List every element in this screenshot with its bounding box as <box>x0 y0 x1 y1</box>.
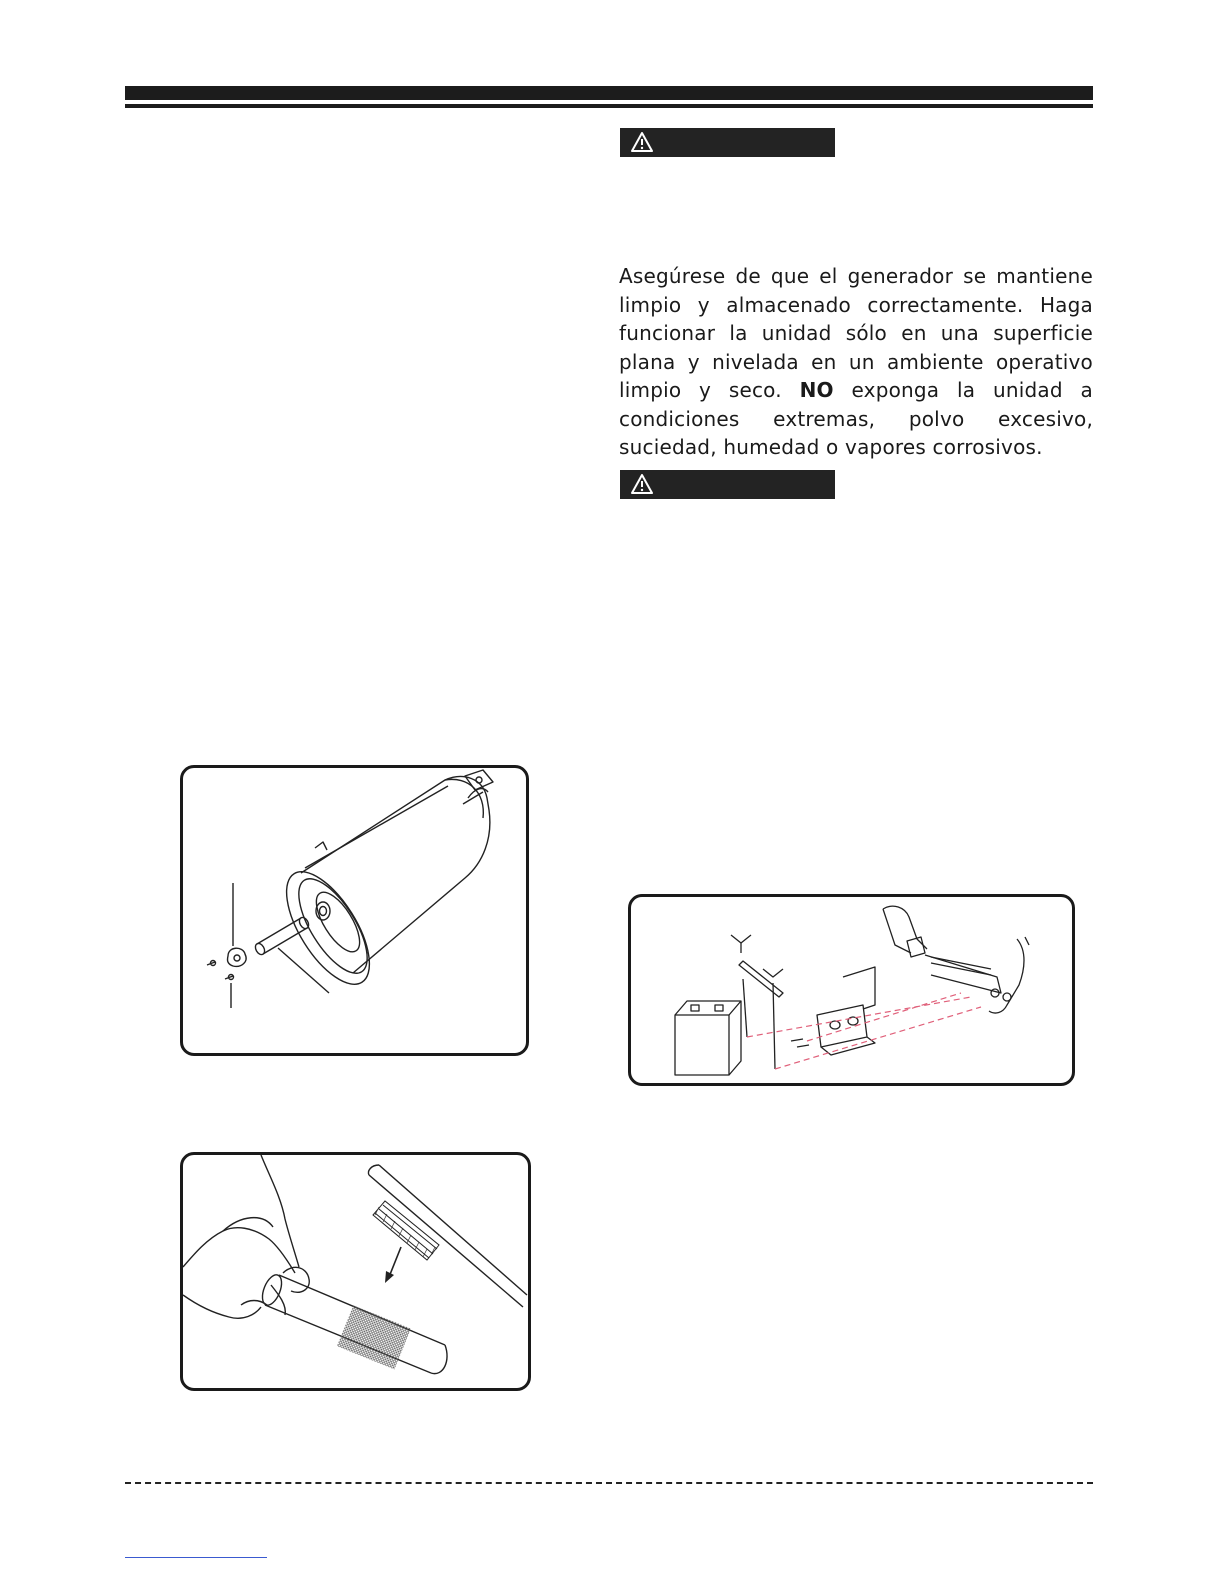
header-rule-thick <box>125 86 1093 100</box>
warning-triangle-icon <box>630 131 654 153</box>
paragraph-emphasis: NO <box>799 378 834 402</box>
muffler-illustration <box>183 768 529 1056</box>
battery-installation-illustration <box>631 897 1075 1086</box>
spark-arrestor-figure <box>180 1152 531 1391</box>
footer-dashed-rule <box>125 1482 1093 1484</box>
warning-triangle-icon <box>630 473 654 495</box>
footer-link-underline <box>125 1557 267 1558</box>
header-rule-thin <box>125 104 1093 108</box>
maintenance-paragraph <box>619 262 1093 462</box>
muffler-figure <box>180 765 529 1056</box>
spark-arrestor-cleaning-illustration <box>183 1155 531 1391</box>
warning-banner <box>620 470 835 499</box>
paragraph-text-2: exponga la unidad a condiciones extremas, polvo excesivo, suciedad, humedad o vapores corrosivos. <box>619 378 1093 459</box>
warning-banner <box>620 128 835 157</box>
paragraph-text-1: Asegúrese de que el generador se mantiene limpio y almacenado correctamente. Haga funcionar la unidad sólo en una superficie plana y nivelada en un ambiente operativo limpio y seco. <box>619 264 1093 402</box>
battery-figure <box>628 894 1075 1086</box>
